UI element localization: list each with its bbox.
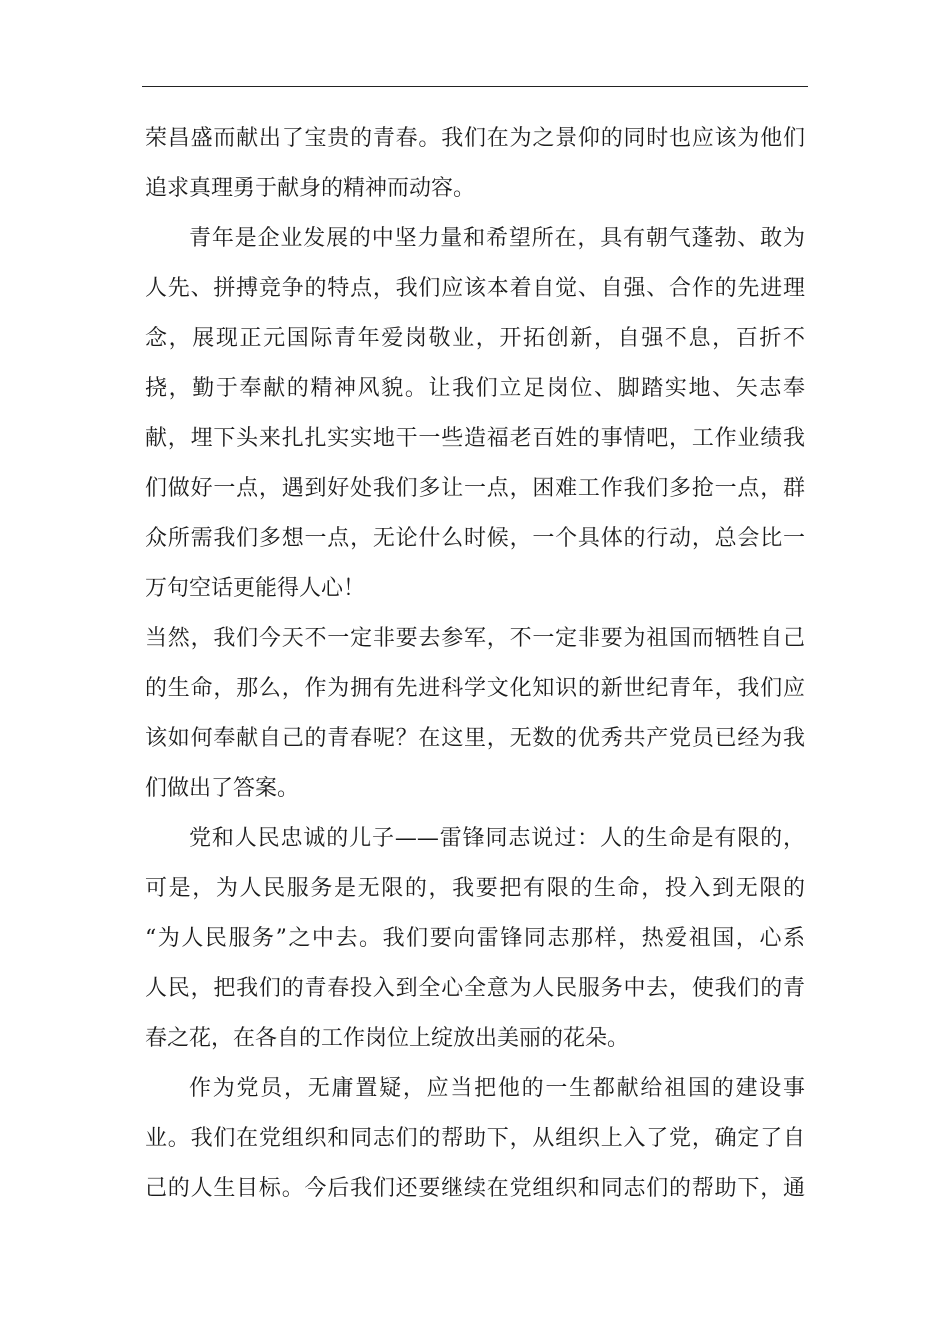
text-line: 献，埋下头来扎扎实实地干一些造福老百姓的事情吧，工作业绩我 [145, 426, 805, 451]
text-line: 万句空话更能得人心！ [145, 576, 366, 601]
text-line: 们做出了答案。 [145, 776, 300, 801]
text-line: 的生命，那么，作为拥有先进科学文化知识的新世纪青年，我们应 [145, 676, 805, 701]
body-text [145, 114, 805, 1214]
text-line: 可是，为人民服务是无限的，我要把有限的生命，投入到无限的 [145, 876, 805, 901]
text-line: 党和人民忠诚的儿子——雷锋同志说过：人的生命是有限的， [189, 826, 805, 851]
text-line: 人先、拼搏竞争的特点，我们应该本着自觉、自强、合作的先进理 [145, 276, 805, 301]
text-line: 作为党员，无庸置疑，应当把他的一生都献给祖国的建设事 [189, 1076, 805, 1101]
text-line: 荣昌盛而献出了宝贵的青春。我们在为之景仰的同时也应该为他们 [145, 126, 805, 151]
text-line: 己的人生目标。今后我们还要继续在党组织和同志们的帮助下，通 [145, 1176, 805, 1201]
text-line: 人民，把我们的青春投入到全心全意为人民服务中去，使我们的青 [145, 976, 805, 1001]
text-line: 业。我们在党组织和同志们的帮助下，从组织上入了党，确定了自 [145, 1126, 805, 1151]
text-line: 青年是企业发展的中坚力量和希望所在，具有朝气蓬勃、敢为 [189, 226, 805, 251]
text-line: 追求真理勇于献身的精神而动容。 [145, 176, 476, 201]
text-line: 众所需我们多想一点，无论什么时候，一个具体的行动，总会比一 [145, 526, 805, 551]
text-line: 念，展现正元国际青年爱岗敬业，开拓创新，自强不息，百折不 [145, 326, 805, 351]
text-line: 当然，我们今天不一定非要去参军，不一定非要为祖国而牺牲自己 [145, 626, 805, 651]
text-line: “为人民服务”之中去。我们要向雷锋同志那样，热爱祖国，心系 [145, 926, 805, 951]
text-line: 春之花，在各自的工作岗位上绽放出美丽的花朵。 [145, 1026, 630, 1051]
text-line: 该如何奉献自己的青春呢？在这里，无数的优秀共产党员已经为我 [145, 726, 805, 751]
text-line: 们做好一点，遇到好处我们多让一点，困难工作我们多抢一点，群 [145, 476, 805, 501]
text-line: 挠，勤于奉献的精神风貌。让我们立足岗位、脚踏实地、矢志奉 [145, 376, 805, 401]
header-rule [142, 86, 808, 87]
